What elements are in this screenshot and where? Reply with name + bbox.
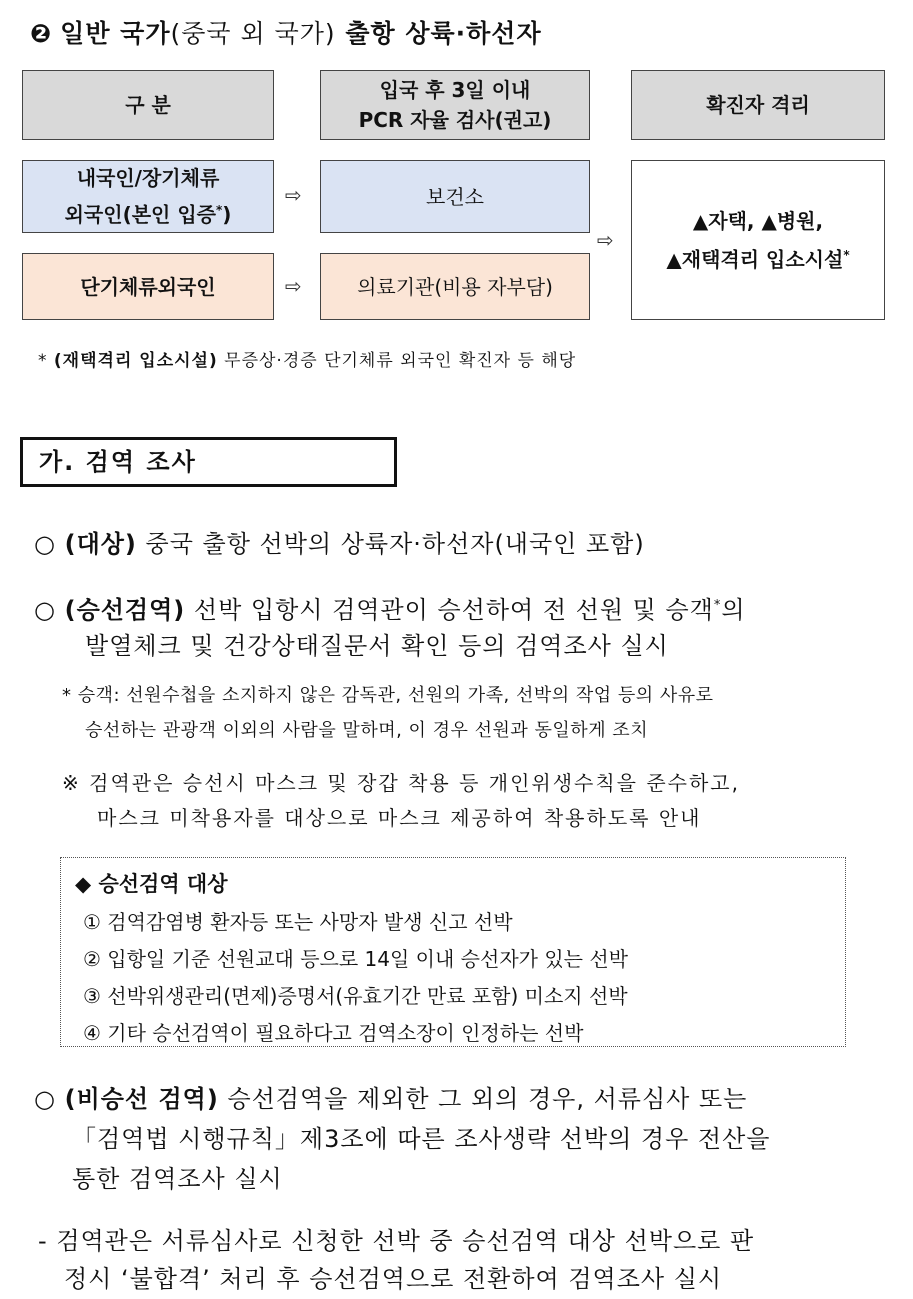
isolation-line1: ▲자택, ▲병원, [692,208,824,233]
note-mask-text1: 검역관은 승선시 마스크 및 장갑 착용 등 개인위생수칙을 준수하고, [89,771,740,795]
heading-title-end: 출항 상륙·하선자 [335,19,542,48]
note-passenger-marker: * [62,685,72,706]
row-shortterm-text: 단기체류외국인 [80,274,216,299]
list-item: ② 입항일 기준 선원교대 등으로 14일 이내 승선자가 있는 선박 [83,947,628,971]
row-resident-label [22,160,274,233]
heading-number: ❷ [30,19,53,48]
section-title: 가. 검역 조사 [20,437,397,487]
arrow-right-icon: ⇨ [285,274,302,298]
dash-line1: 검역관은 서류심사로 신청한 선박 중 승선검역 대상 선박으로 판 [56,1227,755,1255]
boarding-targets-title: ◆ 승선검역 대상 [75,872,228,896]
boarding-targets-box [60,857,846,1047]
bullet-boarding-sup: * [713,598,722,613]
bullet-target [34,524,645,564]
bullet-boarding [34,586,746,630]
list-item: ③ 선박위생관리(면제)증명서(유효기간 만료 포함) 미소지 선박 [83,984,628,1008]
bullet-nonboarding-line2: 「검역법 시행규칙」제3조에 따른 조사생략 선박의 경우 전산을 [72,1125,771,1153]
dash-line2: 정시 ‘불합격’ 처리 후 승선검역으로 전환하여 검역조사 실시 [64,1265,723,1293]
list-item: ① 검역감염병 환자등 또는 사망자 발생 신고 선박 [83,910,513,934]
bullet-nonboarding-bold: (비승선 검역) [64,1085,219,1113]
bullet-nonboarding [34,1079,747,1119]
bullet-boarding-line1-end: 의 [721,596,746,624]
heading-title-start: 일반 국가 [60,19,171,48]
note-marker: * [38,351,48,371]
row-resident-line2-end: ) [222,202,232,227]
arrow-right-icon: ⇨ [597,228,614,252]
dash-marker: - [38,1227,48,1255]
note-passenger-line2: 승선하는 관광객 이외의 사람을 말하며, 이 경우 선원과 동일하게 조치 [85,720,649,741]
isolation-line2-main: ▲재택격리 입소시설 [666,247,844,272]
note-isolation-facility [38,346,576,371]
isolation-sup: * [843,247,850,262]
header-category [22,70,274,140]
note-passenger-line1 [62,679,713,712]
bullet-nonboarding-line1: 승선검역을 제외한 그 외의 경우, 서류심사 또는 [218,1085,748,1113]
bullet-marker: ○ [34,530,56,558]
heading-title-paren: (중국 외 국가) [170,19,336,48]
note-passenger-text1: 승객: 선원수첩을 소지하지 않은 감독관, 선원의 가족, 선박의 작업 등의 사유로 [77,685,714,706]
isolation-box [631,160,885,320]
header-isolation [631,70,885,140]
header-category-label: 구 분 [125,93,171,117]
row-resident-line1: 내국인/장기체류 [76,166,220,191]
section-heading [30,14,542,50]
note-mask-line2: 마스크 미착용자를 대상으로 마스크 제공하여 착용하도록 안내 [97,806,702,830]
bullet-boarding-line1: 선박 입항시 검역관이 승선하여 전 선원 및 승객 [185,596,714,624]
row-resident-sup: * [215,203,223,218]
note-mask-marker: ※ [62,771,81,795]
header-isolation-label: 확진자 격리 [706,93,810,117]
row-shortterm-test [320,253,590,320]
row-resident-test-label: 보건소 [426,184,484,209]
note-mask-line1 [62,765,740,801]
row-shortterm-test-label: 의료기관(비용 자부담) [357,274,553,299]
bullet-marker: ○ [34,596,56,624]
header-pcr-line2: PCR 자율 검사(권고) [358,108,552,132]
row-resident-line2 [65,194,232,231]
bullet-target-text: 중국 출항 선박의 상륙자·하선자(내국인 포함) [136,530,645,558]
row-shortterm-label [22,253,274,320]
isolation-line2 [666,238,849,277]
note-text: 무증상·경증 단기체류 외국인 확진자 등 해당 [217,351,577,371]
dash-item [38,1221,754,1261]
note-bold: (재택격리 입소시설) [53,351,218,371]
header-pcr [320,70,590,140]
header-pcr-line1: 입국 후 3일 이내 [379,78,531,102]
bullet-boarding-line2: 발열체크 및 건강상태질문서 확인 등의 검역조사 실시 [85,632,669,660]
row-resident-test [320,160,590,233]
bullet-marker: ○ [34,1085,56,1113]
list-item: ④ 기타 승선검역이 필요하다고 검역소장이 인정하는 선박 [83,1021,584,1045]
bullet-boarding-bold: (승선검역) [64,596,186,624]
arrow-right-icon: ⇨ [285,183,302,207]
row-resident-line2-main: 외국인(본인 입증 [64,202,216,227]
bullet-target-bold: (대상) [64,530,137,558]
bullet-nonboarding-line3: 통한 검역조사 실시 [72,1165,283,1193]
